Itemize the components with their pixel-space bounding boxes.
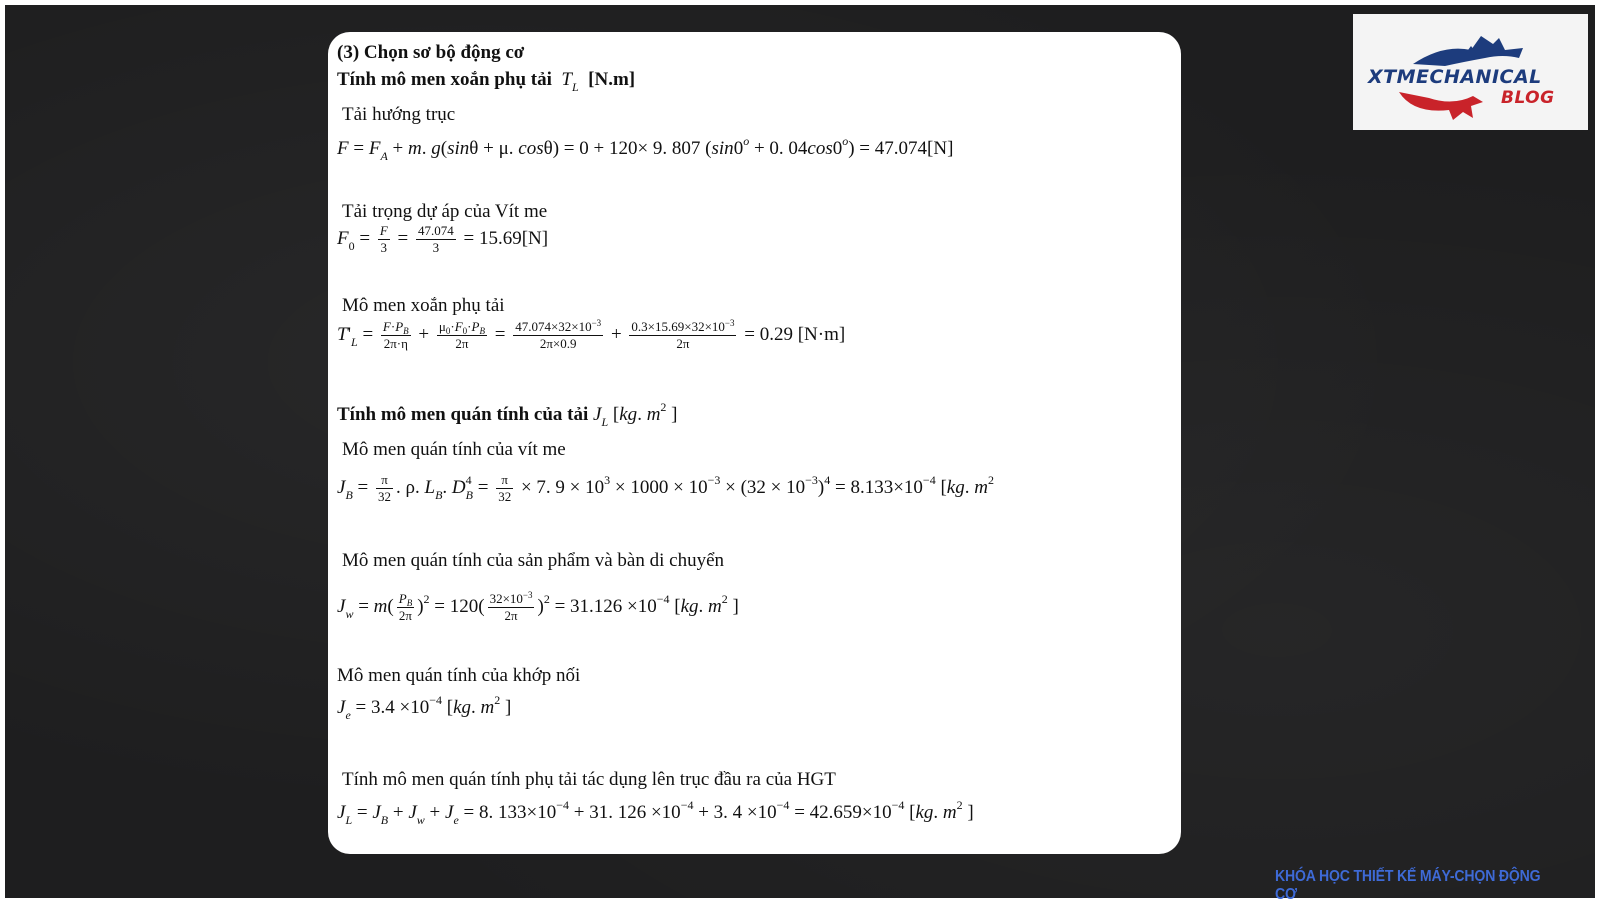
xtmechanical-logo xyxy=(1353,14,1588,130)
inertia-symbol: $J_L$ [kg. $m^2$ ] xyxy=(593,400,678,429)
torque-heading: Tính mô men xoắn phụ tải xyxy=(337,69,552,90)
load-torque-result: 0.29 [N·m] xyxy=(759,324,846,346)
section-heading: (3) Chọn sơ bộ động cơ xyxy=(337,42,525,63)
inertia-heading: Tính mô men quán tính của tải xyxy=(337,404,589,425)
work-inertia-result: 31.126 ×10 xyxy=(570,596,657,618)
axial-load-formula: $F = F_A + m$. g(sinθ + μ. cosθ) = 0 + 120× 9. 807 ($\sin 0^o + 0$. $04\cos 0^o) = 47.074[N]$ xyxy=(337,134,954,163)
screw-inertia-formula: $J_B$ = $\frac{\pi}{32}$ . ρ. $L_B$. $D^4_B$ = $\frac{\pi}{32}$ × 7. $9 \times 10^3 \times 1000 \times 10^{-3} \times (32 \times 10^{-3})^4 = 8.133\times 10^{-4}$ [kg. $m^2$ xyxy=(337,472,994,505)
torque-heading-unit: [N.m] xyxy=(588,69,636,90)
axial-load-result: 47.074[N] xyxy=(874,138,954,159)
preload-formula: $F_0$ = $\frac{F}{3}$ = $\frac{47.074}{3}$ = 15.69[N] xyxy=(337,223,549,256)
screw-inertia-label: Mô men quán tính của vít me xyxy=(342,439,566,460)
coupling-inertia-formula: $J_e = 3.4 \times 10^{-4}$ [kg. $m^2$ ] xyxy=(337,693,512,722)
work-inertia-formula: $J_w = m$( $\frac{P_B}{2\pi}$ )$^2$ = 120( $\frac{32\times 10^{-3}}{2\pi}$ )$^2 = 31.126 \times 10^{-4}$ [kg. $m^2$ ] xyxy=(337,590,739,624)
preload-result: 15.69[N] xyxy=(478,228,549,250)
formula-card xyxy=(328,32,1181,854)
total-inertia-formula: $J_L = J_B + J_w + J_e = 8$. $133\times 10^{-4} + 31$. $126 \times 10^{-4} + 3$. $4 \times 10^{-4} = 42.659\times 10^{-4}$ [kg. $m^2$ ] xyxy=(337,798,974,827)
total-inertia-label: Tính mô men quán tính phụ tải tác dụng lên trục đầu ra của HGT xyxy=(342,769,836,790)
load-torque-label: Mô men xoắn phụ tải xyxy=(342,295,505,316)
logo-line1: XTMECHANICAL xyxy=(1368,66,1542,88)
footer-course-title: KHÓA HỌC THIẾT KẾ MÁY-CHỌN ĐỘNG CƠ xyxy=(1275,868,1541,903)
work-inertia-label: Mô men quán tính của sản phẩm và bàn di chuyển xyxy=(342,550,725,571)
logo-line2: BLOG xyxy=(1501,88,1555,108)
coupling-inertia-result: 3.4 ×10 xyxy=(370,697,430,718)
torque-symbol: $T_L$ xyxy=(561,69,579,94)
torque-heading-line xyxy=(337,69,636,94)
total-inertia-result: 42.659×10 xyxy=(809,802,892,823)
coupling-inertia-label: Mô men quán tính của khớp nối xyxy=(337,665,581,686)
load-torque-formula: $T'_L$ = $\frac{F\cdot P_B}{2\pi\cdot\eta}$ + $\frac{\mu_0\cdot F_0\cdot P_B}{2\pi}$ = $\frac{47.074\times 32\times 10^{-3}}{2\pi\times 0.9}$ + $\frac{0.3\times 15.69\times 32\times 10^{-3}}{2\pi}$ = 0.29 [N·m] xyxy=(337,318,846,352)
preload-label: Tải trọng dự áp của Vít me xyxy=(342,201,548,222)
screw-inertia-result: 8.133×10 xyxy=(850,477,923,499)
inertia-heading-line xyxy=(337,400,678,429)
axial-load-label: Tải hướng trục xyxy=(342,104,456,125)
